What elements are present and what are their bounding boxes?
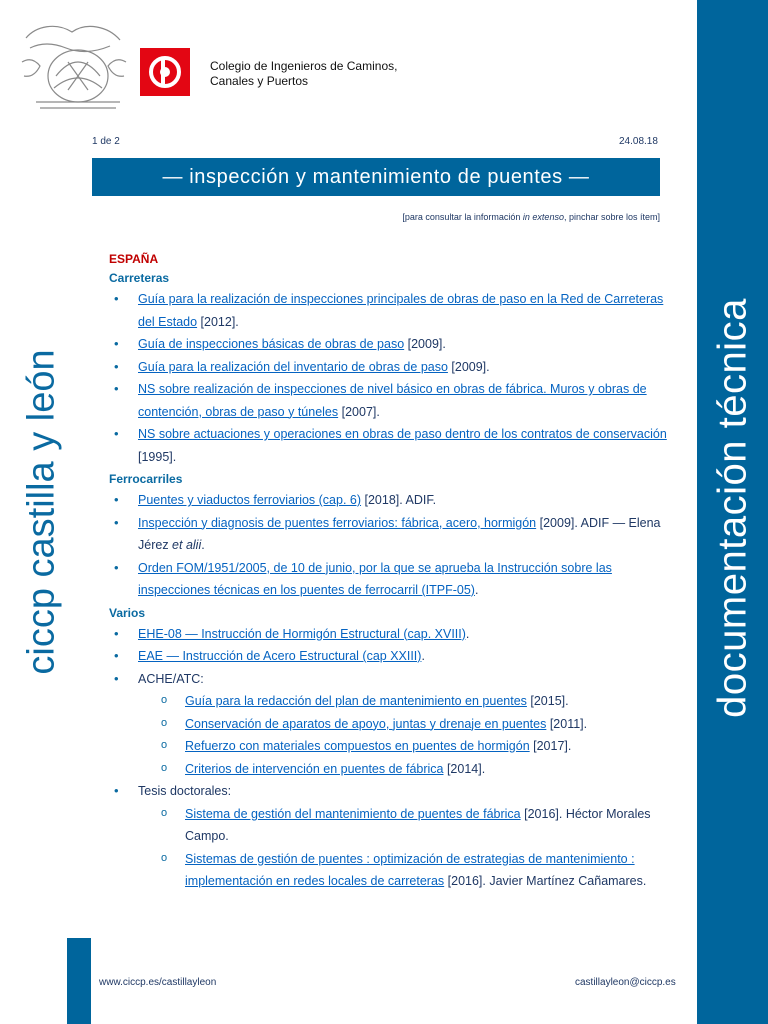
list-item: o Guía para la redacción del plan de mantenimiento en puentes [2015]. [109,690,669,713]
list-item: • Inspección y diagnosis de puentes ferroviarios: fábrica, acero, hormigón [2009]. ADIF — Elena Jérez et alii. [109,512,669,557]
reference-link[interactable]: Guía para la realización de inspecciones principales de obras de paso en la Red de Carreteras del Estado [138,292,664,329]
list-item: • Puentes y viaductos ferroviarios (cap. 6) [2018]. ADIF. [109,489,669,512]
ciccp-logo [140,48,190,96]
reference-link[interactable]: EAE — Instrucción de Acero Estructural (cap XXIII) [138,649,422,663]
list-item: • Orden FOM/1951/2005, de 10 de junio, por la que se aprueba la Instrucción sobre las inspecciones técnicas en los puentes de ferrocarril (ITPF-05). [109,557,669,602]
list-item: o Sistema de gestión del mantenimiento de puentes de fábrica [2016]. Héctor Morales Campo. [109,803,669,848]
list-item [109,780,669,803]
reference-list [109,252,669,893]
reference-link[interactable]: Sistemas de gestión de puentes : optimización de estrategias de mantenimiento : implementación en redes locales de carreteras [185,851,635,888]
coat-of-arms-crest [16,18,134,116]
tesis-sublist [109,803,669,893]
ache-label: ACHE/ATC: [138,671,204,686]
left-accent-bar [67,938,91,1024]
reference-link[interactable]: Puentes y viaductos ferroviarios (cap. 6) [138,493,362,507]
ache-sublist [109,690,669,780]
reference-link[interactable]: Refuerzo con materiales compuestos en puentes de hormigón [185,739,530,753]
list-item: • EAE — Instrucción de Acero Estructural (cap XXIII). [109,645,669,668]
organization-name: Colegio de Ingenieros de Caminos, Canales y Puertos [210,59,398,88]
list-item: o Criterios de intervención en puentes de fábrica [2014]. [109,758,669,781]
list-item: • NS sobre actuaciones y operaciones en obras de paso dentro de los contratos de conservación [1995]. [109,423,669,468]
right-side-band [697,0,768,1024]
reference-link[interactable]: Guía para la realización del inventario de obras de paso [138,359,448,374]
left-vertical-brand: ciccp castilla y león [20,349,63,675]
section-heading-ferrocarriles: Ferrocarriles [109,472,183,486]
consult-note: [para consultar la información in extenso, pinchar sobre los ítem] [402,212,660,222]
list-item: o Refuerzo con materiales compuestos en puentes de hormigón [2017]. [109,735,669,758]
tesis-list [109,780,669,803]
country-heading: ESPAÑA [109,252,159,266]
document-title: — inspección y mantenimiento de puentes — [162,165,590,188]
footer-website-link[interactable]: www.ciccp.es/castillayleon [99,977,217,988]
document-date: 24.08.18 [619,136,658,147]
list-item: • Guía de inspecciones básicas de obras de paso [2009]. [109,333,669,356]
carreteras-list [109,288,669,468]
page-number: 1 de 2 [92,136,120,147]
list-item: • EHE-08 — Instrucción de Hormigón Estructural (cap. XVIII). [109,623,669,646]
tesis-label: Tesis doctorales: [138,784,232,798]
varios-list [109,623,669,691]
section-heading-carreteras: Carreteras [109,271,170,285]
reference-link[interactable]: EHE-08 — Instrucción de Hormigón Estructural (cap. XVIII) [138,626,466,641]
reference-link[interactable]: Conservación de aparatos de apoyo, juntas y drenaje en puentes [185,716,547,731]
reference-link[interactable]: NS sobre actuaciones y operaciones en obras de paso dentro de los contratos de conservación [138,427,667,441]
reference-link[interactable]: Inspección y diagnosis de puentes ferroviarios: fábrica, acero, hormigón [138,515,537,530]
list-item: • Guía para la realización de inspecciones principales de obras de paso en la Red de Carreteras del Estado [2012]. [109,288,669,333]
list-item: • Guía para la realización del inventario de obras de paso [2009]. [109,356,669,379]
list-item: o Sistemas de gestión de puentes : optimización de estrategias de mantenimiento : implementación en redes locales de carreteras [2016]. Javier Martínez Cañamares. [109,848,669,893]
document-title-banner [92,158,660,196]
reference-link[interactable]: Criterios de intervención en puentes de fábrica [185,761,444,776]
reference-link[interactable]: Guía de inspecciones básicas de obras de paso [138,337,405,351]
footer-email-link[interactable]: castillayleon@ciccp.es [575,977,676,988]
list-item [109,668,669,691]
reference-link[interactable]: Guía para la redacción del plan de mantenimiento en puentes [185,694,527,708]
ferrocarriles-list [109,489,669,602]
list-item: o Conservación de aparatos de apoyo, juntas y drenaje en puentes [2011]. [109,713,669,736]
reference-link[interactable]: NS sobre realización de inspecciones de nivel básico en obras de fábrica. Muros y obras de contención, obras de paso y túneles [138,382,647,419]
reference-link[interactable]: Orden FOM/1951/2005, de 10 de junio, por la que se aprueba la Instrucción sobre las inspecciones técnicas en los puentes de ferrocarril (ITPF-05) [138,560,612,597]
list-item: • NS sobre realización de inspecciones de nivel básico en obras de fábrica. Muros y obras de contención, obras de paso y túneles [2007]. [109,378,669,423]
right-vertical-title: documentación técnica [710,298,754,718]
reference-link[interactable]: Sistema de gestión del mantenimiento de puentes de fábrica [185,806,521,821]
section-heading-varios: Varios [109,605,146,620]
